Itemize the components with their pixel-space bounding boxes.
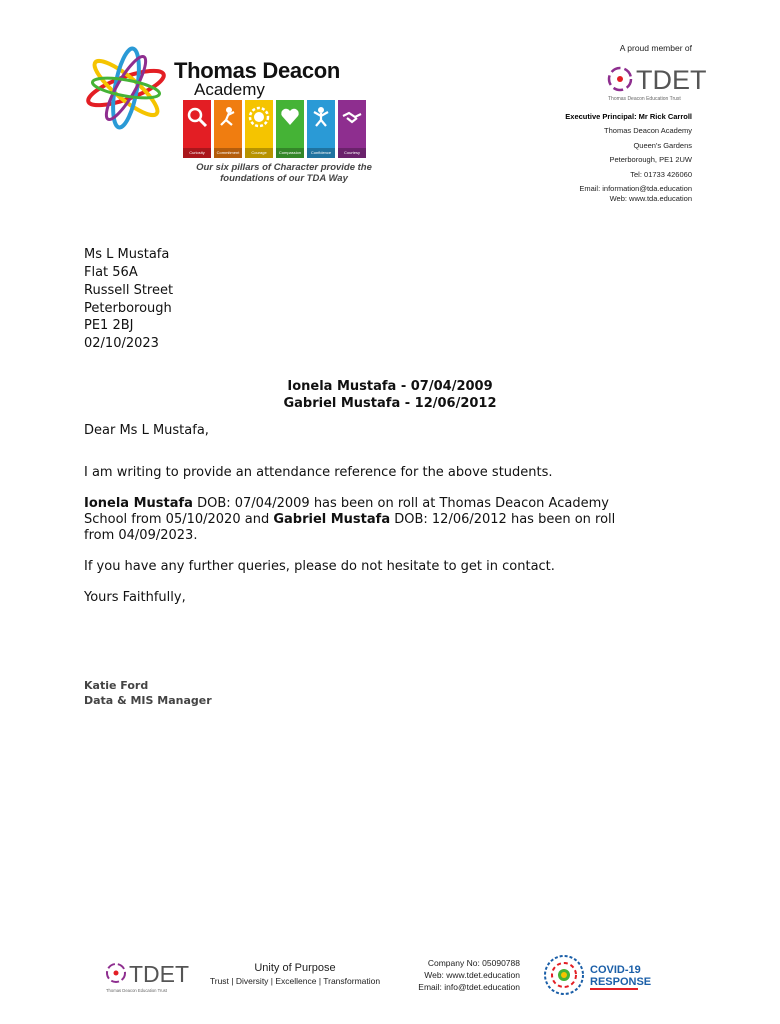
covid-label-line2: RESPONSE (590, 976, 652, 988)
school-address-line: Queen's Gardens (633, 141, 692, 150)
subject-line: Gabriel Mustafa - 12/06/2012 (283, 396, 497, 411)
footer-email: Email: info@tdet.education (418, 982, 520, 992)
pillar-label: Courtesy (338, 148, 366, 158)
tdet-wordmark: TDET (636, 65, 707, 95)
covid-label-line1: COVID-19 (590, 964, 641, 976)
pillar-label: Compassion (276, 148, 304, 158)
student2-name: Gabriel Mustafa (273, 512, 391, 527)
signatory-title: Data & MIS Manager (84, 694, 212, 707)
pillar-compassion (276, 100, 304, 158)
heart-icon (279, 106, 301, 128)
pillar-courage (245, 100, 273, 158)
tdet-full-name: Thomas Deacon Education Trust (608, 96, 681, 102)
recipient-postcode: PE1 2BJ (84, 318, 134, 333)
pillars-tagline: Our six pillars of Character provide the foundations of our TDA Way (196, 162, 372, 184)
pillar-label: Courage (245, 148, 273, 158)
tdet-footer-full-name: Thomas Deacon Education Trust (106, 988, 167, 993)
pillar-commitment (214, 100, 242, 158)
academy-subtitle: Academy (194, 80, 265, 99)
school-web: Web: www.tda.education (609, 194, 692, 203)
climber-icon (217, 106, 239, 128)
footer-values: Trust | Diversity | Excellence | Transformation (209, 976, 381, 986)
school-phone: Tel: 01733 426060 (630, 170, 692, 179)
student1-name: Ionela Mustafa (84, 496, 193, 511)
footer-web: Web: www.tdet.education (424, 970, 520, 980)
letter-date: 02/10/2023 (84, 336, 159, 351)
tdet-logo-icon (606, 62, 707, 102)
school-address-line: Peterborough, PE1 2UW (609, 155, 692, 164)
pillars-row (183, 100, 366, 158)
school-email: Email: information@tda.education (579, 184, 692, 193)
closing: Yours Faithfully, (84, 590, 186, 605)
salutation: Dear Ms L Mustafa, (84, 423, 209, 438)
pillar-curiosity (183, 100, 211, 158)
lion-icon (248, 106, 270, 128)
footer-motto: Unity of Purpose (254, 962, 336, 974)
recipient-address-line: Flat 56A (84, 265, 138, 280)
person-jump-icon (310, 106, 332, 128)
company-number: Company No: 05090788 (427, 958, 520, 968)
recipient-name: Ms L Mustafa (84, 247, 170, 262)
covid-response-badge-icon (540, 952, 652, 998)
school-address-line: Thomas Deacon Academy (604, 126, 692, 135)
student2-details: DOB: 12/06/2012 has been on roll from 04/09/2023. (84, 512, 616, 543)
pillar-courtesy (338, 100, 366, 158)
pillar-label: Confidence (307, 148, 335, 158)
handshake-icon (341, 106, 363, 128)
recipient-address-line: Russell Street (84, 283, 174, 298)
pillar-label: Commitment (214, 148, 242, 158)
queries-paragraph: If you have any further queries, please do not hesitate to get in contact. (84, 559, 555, 574)
reference-paragraph (84, 496, 629, 544)
student1-details: DOB: 07/04/2009 has been on roll at Thomas Deacon Academy School from 05/10/2020 and (84, 496, 609, 527)
intro-paragraph: I am writing to provide an attendance reference for the above students. (84, 465, 553, 480)
signatory-name: Katie Ford (84, 679, 149, 692)
pillar-confidence (307, 100, 335, 158)
subject-line: Ionela Mustafa - 07/04/2009 (287, 379, 493, 394)
recipient-address-line: Peterborough (84, 301, 172, 316)
proud-member-text: A proud member of (619, 43, 692, 53)
tdet-footer-logo-icon (104, 958, 190, 994)
academy-name: Thomas Deacon (174, 58, 341, 83)
magnifier-icon (186, 106, 208, 128)
pillar-label: Curiosity (183, 148, 211, 158)
executive-principal: Executive Principal: Mr Rick Carroll (565, 112, 692, 121)
tdet-footer-wordmark: TDET (129, 961, 190, 987)
